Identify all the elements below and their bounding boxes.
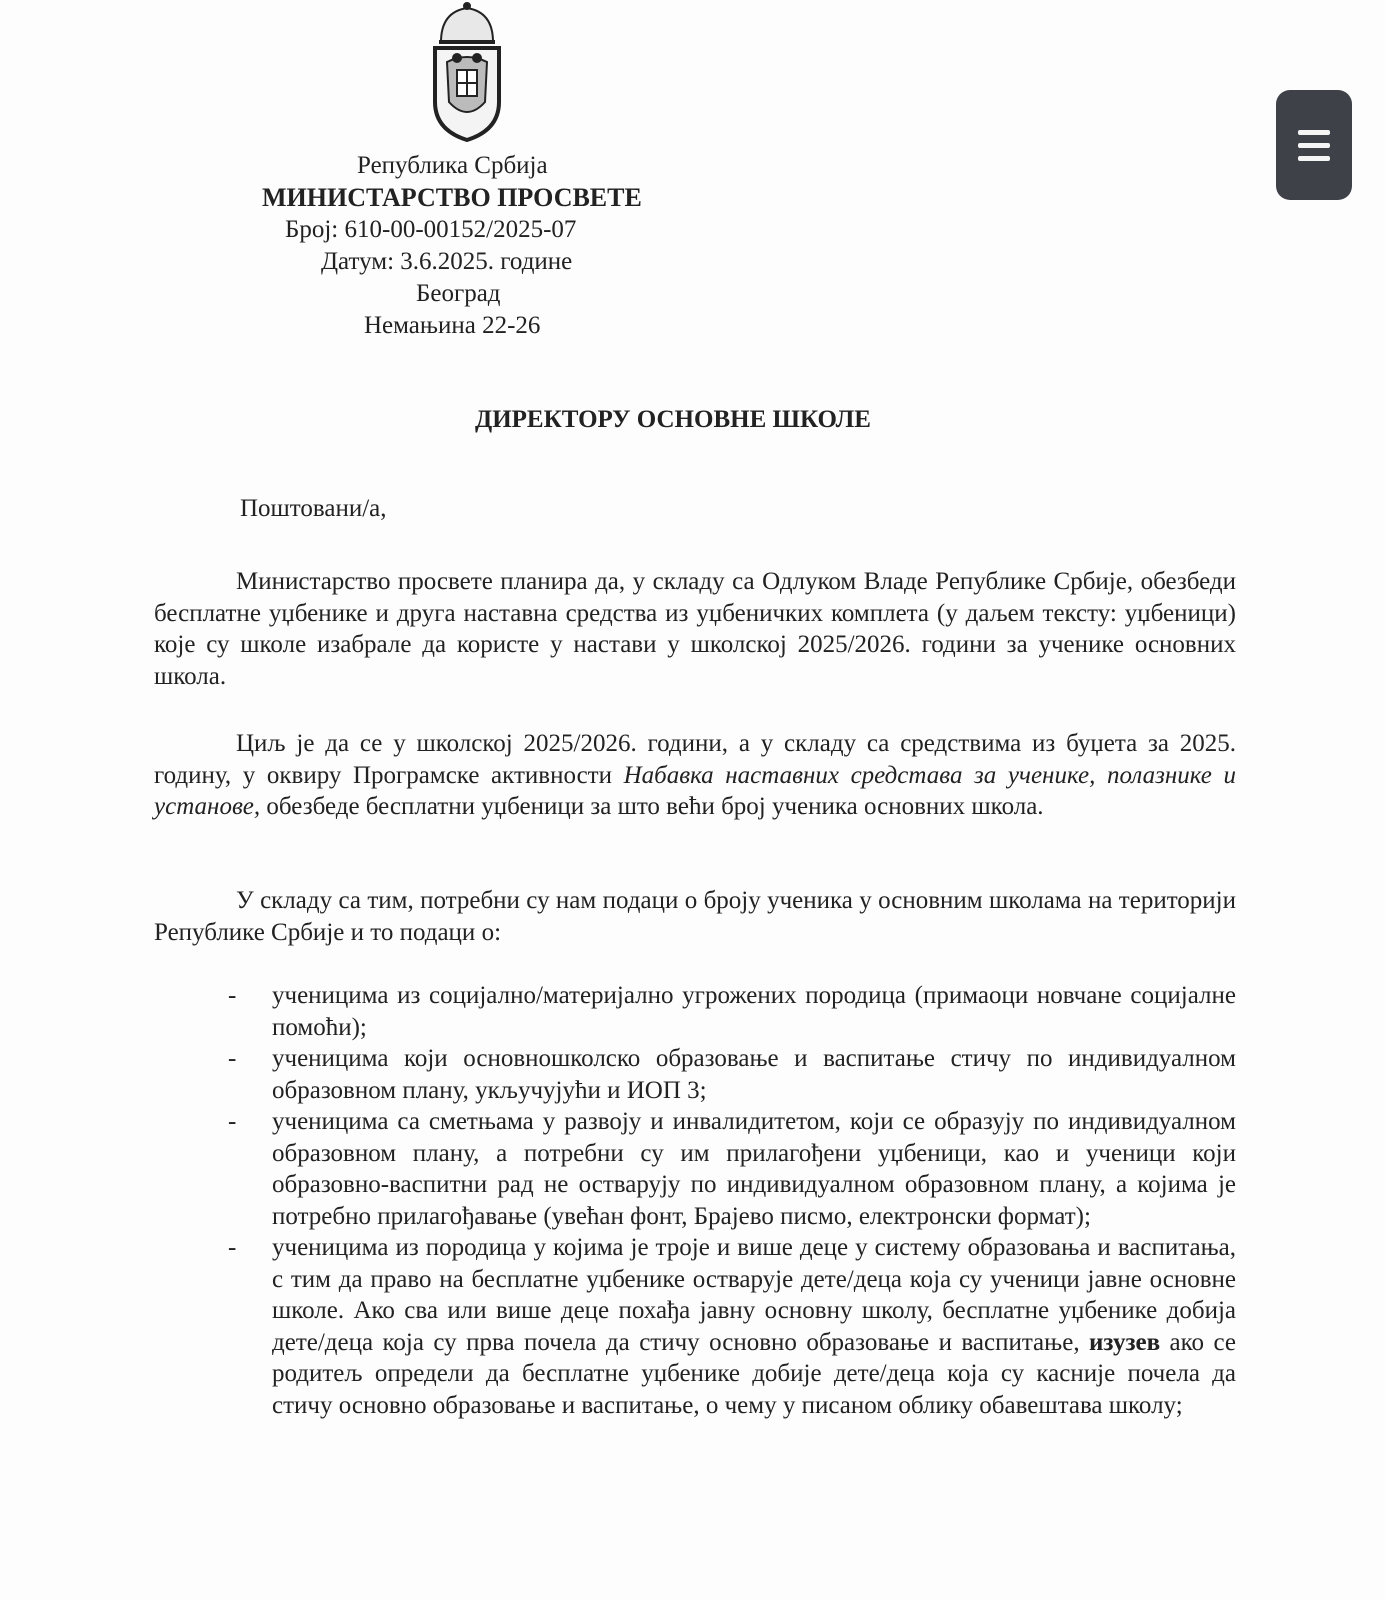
- list-item-text-end: ако се родитељ определи да бесплатне уџбенике добије дете/деца која су касније почела да стичу основно образовање и васпитање, о чему у писаном облику обавештава школу;: [272, 1328, 1236, 1419]
- paragraph-goal-start: Циљ је да се у школској 2025/2026. години, а у складу са средствима из буџета за 2025. годину, у оквиру Програмске активности: [154, 730, 1236, 789]
- paragraph-goal: [154, 728, 1236, 823]
- list-item: [228, 1232, 1236, 1421]
- greeting: Поштовани/а,: [240, 495, 387, 522]
- hamburger-menu-icon: [1298, 143, 1330, 148]
- hamburger-menu-icon: [1298, 130, 1330, 135]
- serbian-coat-of-arms-icon: [427, 2, 507, 142]
- paragraph-intro: Министарство просвете планира да, у складу са Одлуком Владе Републике Србије, обезбеди бесплатне уџбенике и друга наставна средства из уџбеничких комплета (у даљем тексту: уџбеници) које су школе изабрале да користе у настави у школској 2025/2026. години за ученике основних школа.: [154, 568, 1236, 690]
- dash-bullet: -: [228, 1234, 237, 1261]
- paragraph-goal-end: обезбеде бесплатни уџбеници за што већи број ученика основних школа.: [260, 793, 1044, 820]
- document-date: Датум: 3.6.2025. године: [321, 248, 573, 275]
- hamburger-menu-button[interactable]: [1276, 90, 1352, 200]
- list-item-text: ученицима са сметњама у развоју и инвалидитетом, који се образују по индивидуалном образовном плану, а потребни су им прилагођени уџбеници, као и ученици који образовно-васпитни рад не остварују по индивидуалном образовном плану, а којима је потребно прилагођавање (увећан фонт, Брајево писмо, електронски формат);: [272, 1108, 1236, 1230]
- dash-bullet: -: [228, 1108, 237, 1135]
- list-item-text-start: ученицима из породица у којима је троје и више деце у систему образовања и васпитања, с тим да право на бесплатне уџбенике остварује дете/деца која су ученици јавне основне школе. Ако сва или више деце похађа јавну основну школу, бесплатне уџбенике добија дете/деца која су прва почела да стичу основно образовање и васпитање,: [272, 1234, 1236, 1356]
- ministry-name: МИНИСТАРСТВО ПРОСВЕТЕ: [262, 183, 642, 212]
- paragraph-data-request: У складу са тим, потребни су нам подаци о броју ученика у основним школама на територији Републике Србије и то подаци о:: [154, 887, 1236, 946]
- dash-bullet: -: [228, 1045, 237, 1072]
- list-item-text: ученицима који основношколско образовање и васпитање стичу по индивидуалном образовном плану, укључујући и ИОП 3;: [272, 1045, 1236, 1104]
- program-activity-name: Набавка наставних средстава за ученике, полазнике и установе,: [154, 761, 1237, 820]
- student-category-list: [228, 980, 1236, 1421]
- hamburger-menu-icon: [1298, 156, 1330, 161]
- recipient-heading: ДИРЕКТОРУ ОСНОВНЕ ШКОЛЕ: [475, 406, 871, 433]
- address: Немањина 22-26: [364, 312, 541, 339]
- list-item: [228, 1106, 1236, 1232]
- list-item: [228, 1043, 1236, 1106]
- country-name: Република Србија: [357, 152, 548, 179]
- city: Београд: [416, 280, 501, 307]
- list-item: [228, 980, 1236, 1043]
- list-item-text: ученицима из социјално/материјално угрожених породица (примаоци новчане социјалне помоћи);: [272, 982, 1236, 1041]
- dash-bullet: -: [228, 982, 237, 1009]
- document-number: Број: 610-00-00152/2025-07: [285, 216, 577, 243]
- list-item-emphasis: изузев: [1089, 1328, 1161, 1356]
